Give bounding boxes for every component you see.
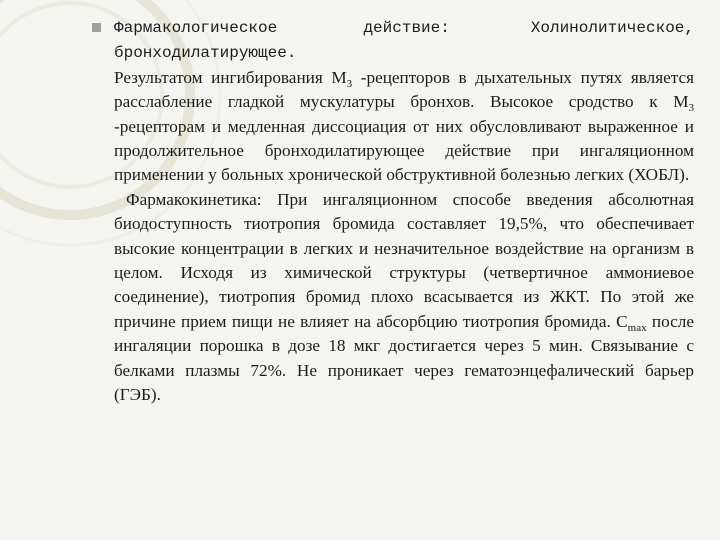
pharmacological-action-label: Фармакологическое действие: xyxy=(114,19,450,37)
slide-body xyxy=(114,15,694,408)
pharmacokinetics-text-2: после ингаляции порошка в дозе 18 мкг достигается через 5 мин. Связывание с белками плазмы 72%. Не проникает через гематоэнцефалический барьер (ГЭБ). xyxy=(114,311,694,405)
cmax-subscript: max xyxy=(627,321,647,334)
mechanism-text-2: -рецепторов в дыхательных путях является расслабление гладкой мускулатуры бронхов. Высокое сродство к M xyxy=(114,67,694,112)
pharmacokinetics-text-1: При ингаляционном способе введения абсолютная биодоступность тиотропия бромида составляет 19,5%, что обеспечивает высокие концентрации в легких и незначительное воздействие на организм в целом. Исходя из химической структуры (четвертичное аммониевое соединение), тиотропия бромид плохо всасывается из ЖКТ. По этой же причине прием пищи не влияет на абсорбцию тиотропия бромида. C xyxy=(114,189,694,331)
mechanism-text-1: Результатом ингибирования M xyxy=(114,67,347,87)
pharmacokinetics-label: Фармакокинетика: xyxy=(126,189,262,209)
pharmacological-action-value: Холинолитическое, бронходилатирующее. xyxy=(114,19,694,63)
m3-subscript: 3 xyxy=(346,77,353,90)
pharmacological-action xyxy=(114,15,694,66)
mechanism-text-3: -рецепторам и медленная диссоциация от них обусловливают выраженное и продолжительное бронходилатирующее действие при ингаляционном применении у больных хронической обструктивной болезнью легких (ХОБЛ). xyxy=(114,116,694,185)
m3-subscript-2: 3 xyxy=(688,102,694,115)
mechanism-paragraph xyxy=(114,66,694,188)
pharmacokinetics-paragraph xyxy=(114,188,694,408)
bullet-marker-icon xyxy=(92,23,101,32)
